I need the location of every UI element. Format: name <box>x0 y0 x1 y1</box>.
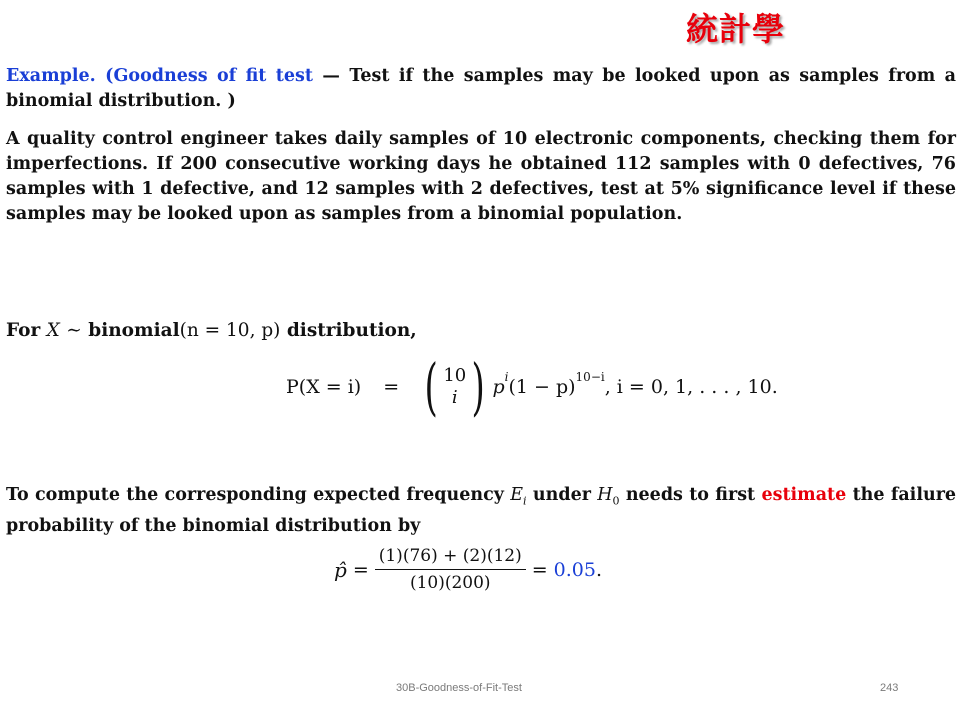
slide-title: 統計學 <box>686 10 786 48</box>
footer-page-number: 243 <box>880 682 899 694</box>
pmf-q-exp: 10−i <box>575 370 605 384</box>
estimate-Ei: $E_i$ <box>510 485 527 508</box>
p-hat-equals-2: = <box>531 558 548 581</box>
pmf-equals: = <box>383 376 400 398</box>
model-dist: binomial <box>88 320 180 341</box>
p-hat-result: 0.05 <box>553 558 596 581</box>
estimate-text-a: To compute the corresponding expected frequency <box>6 485 504 505</box>
estimate-highlight: estimate <box>761 485 847 505</box>
right-paren: ) <box>471 350 486 423</box>
pmf-formula <box>286 350 778 423</box>
example-heading <box>6 64 956 114</box>
problem-statement: A quality control engineer takes daily samples of 10 electronic components, checking them for imperfections. If 200 consecutive working days he obtained 112 samples with 0 defectives, 76 samples with 1 defective, and 12 samples with 2 defectives, test at 5% significance level if these samples may be looked upon as samples from a binomial population. <box>6 129 956 224</box>
estimate-text-c: needs to first <box>625 485 756 505</box>
p-hat-denominator: (10)(200) <box>409 573 491 593</box>
p-hat-equals: = <box>352 558 369 581</box>
left-paren: ( <box>424 350 438 423</box>
p-hat-fraction <box>375 546 526 593</box>
pmf-lhs: P(X = i) <box>286 376 362 398</box>
example-topic: Goodness of fit test <box>113 66 313 86</box>
model-end: distribution, <box>286 320 417 341</box>
binom-top: 10 <box>443 365 467 386</box>
footer-filename: 30B-Goodness-of-Fit-Test <box>396 682 522 694</box>
example-dash: — <box>322 66 340 86</box>
p-hat-end: . <box>595 558 603 581</box>
model-sim: ∼ <box>66 320 82 341</box>
model-variable: X <box>46 320 60 341</box>
example-paren: ( <box>105 66 114 86</box>
p-hat-numerator: (1)(76) + (2)(12) <box>375 546 526 570</box>
pmf-q: (1 − p) <box>508 376 576 398</box>
estimate-text-b: under <box>532 485 591 505</box>
model-intro <box>6 318 956 343</box>
p-hat-formula <box>334 546 602 593</box>
p-hat: p̂ <box>334 557 347 582</box>
estimate-text-d: the failure probability of the binomial distribution by <box>6 485 957 536</box>
estimate-H0: $H_0$ <box>597 485 620 508</box>
pmf-range: , i = 0, 1, . . . , 10. <box>604 376 778 398</box>
model-params: (n = 10, p) <box>179 320 281 341</box>
binomial-coefficient <box>419 350 490 423</box>
binom-bottom: i <box>451 387 458 408</box>
pmf-p-exp: i <box>504 370 509 384</box>
model-for: For <box>6 320 41 341</box>
estimate-paragraph <box>6 483 956 539</box>
pmf-p: p <box>492 376 505 398</box>
example-description: Test if the samples may be looked upon as samples from a binomial distribution. ) <box>6 66 956 111</box>
example-label: Example. <box>6 66 96 86</box>
